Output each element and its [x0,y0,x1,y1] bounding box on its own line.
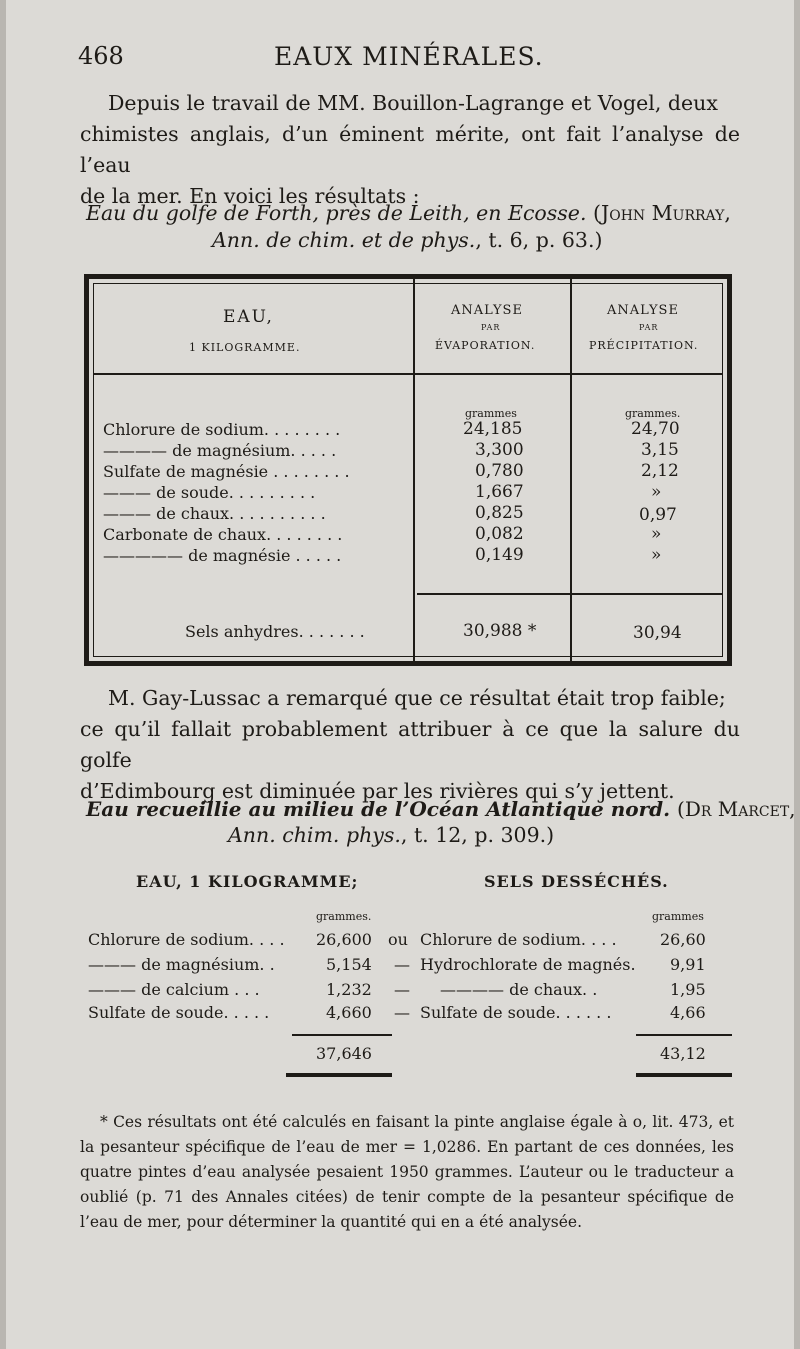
table1-row-label: Sulfate de magnésie . . . . . . . . [103,462,350,481]
table2-separator: — [394,1003,410,1022]
intro-line-2: chimistes anglais, d’un éminent mérite, ont fait l’analyse de l’eau [80,122,740,177]
footnote: * Ces résultats ont été calculés en faisant la pinte anglaise égale à o, lit. 473, et la pesanteur spécifique de l’eau de mer = 1,0286. En partant de ces données, les quatre pintes d’eau analysée pesaient 1950 grammes. L’auteur ou le traducteur a oublié (p. 71 des Annales citées) de tenir compte de la pesanteur spécifique de l’eau de mer, pour déterminer la quantité qui en a été analysée. [80,1113,734,1231]
table1-prec-value: » [651,545,662,565]
table1-evap-value: 1,667 [475,482,524,502]
table2-left-title: EAU, 1 KILOGRAMME; [136,872,359,891]
table2-separator: — [394,955,410,974]
table1-total-rule [417,593,723,595]
intro-line-3: de la mer. En voici les résultats : [80,184,420,208]
running-title: EAUX MINÉRALES. [274,42,544,71]
page-number: 468 [78,42,124,70]
table2-left-label: ——— de calcium . . . [88,980,260,999]
source2-heading [86,797,796,821]
table1-col-divider-1 [413,279,415,661]
table1-col1-title: EAU, [223,307,274,327]
table1-total-label: Sels anhydres. . . . . . . [185,622,365,641]
table1-evap-value: 0,149 [475,545,524,565]
source2-author: (Dr Marcet, [677,797,796,821]
table2-right-label: Hydrochlorate de magnés. [420,955,636,974]
table2-left-label: ——— de magnésium. . [88,955,275,974]
book-page [6,0,794,1349]
table1-header-rule [93,373,723,375]
table1-evap-value: 0,780 [475,461,524,481]
table1-col2-par: PAR [481,323,501,332]
table1-unit-prec: grammes. [625,407,681,420]
table2-separator: — [394,980,410,999]
table2-unit-left: grammes. [316,910,372,923]
table1-total-evap: 30,988 * [463,621,537,641]
source1-heading [86,201,731,225]
table2-separator: ou [388,930,408,949]
table1-col3-par: PAR [639,323,659,332]
table1-prec-value: 24,70 [631,419,680,439]
table2-left-value: 4,660 [326,1003,372,1022]
table1-row-label: ————— de magnésie . . . . . [103,546,342,565]
table2-right-end-bar [636,1073,732,1077]
source1-ref-rest: , t. 6, p. 63.) [475,228,603,252]
source2-reference [228,823,554,847]
table1-col3-title: ANALYSE [607,303,679,318]
table2-left-sum-rule [292,1034,392,1036]
intro-line-1: Depuis le travail de MM. Bouillon-Lagrange et Vogel, deux [108,91,718,115]
table1-evap-value: 0,082 [475,524,524,544]
source1-journal: Ann. de chim. et de phys. [212,228,476,252]
table1-prec-value: 3,15 [641,440,679,460]
table2-total-left: 37,646 [316,1044,372,1063]
comment-line-1: M. Gay-Lussac a remarqué que ce résultat était trop faible; [108,686,726,710]
table1-evap-value: 3,300 [475,440,524,460]
comment-line-3: d’Edimbourg est diminuée par les rivières qui s’y jettent. [80,779,675,803]
table1-row-label: ——— de soude. . . . . . . . . [103,483,316,502]
table1-col3-subtitle: PRÉCIPITATION. [589,339,699,352]
table2-right-title: SELS DESSÉCHÉS. [484,872,669,891]
table1-col2-subtitle: ÉVAPORATION. [435,339,536,352]
table2-left-label: Sulfate de soude. . . . . [88,1003,270,1022]
table2-right-sum-rule [636,1034,732,1036]
table2-right-value: 4,66 [670,1003,706,1022]
table2-total-right: 43,12 [660,1044,706,1063]
comment-line-2: ce qu’il fallait probablement attribuer à ce que la salure du golfe [80,717,740,772]
table2-right-label: Chlorure de sodium. . . . [420,930,617,949]
table1-row-label: Carbonate de chaux. . . . . . . . [103,525,343,544]
table2-right-value: 26,60 [660,930,706,949]
source2-title: Eau recueillie au milieu de l’Océan Atlantique nord. [86,797,671,821]
table1-col2-title: ANALYSE [451,303,523,318]
table1-unit-evap: grammes [465,407,517,420]
source2-journal: Ann. chim. phys. [228,823,401,847]
table1-prec-value: 2,12 [641,461,679,481]
table1-evap-value: 0,825 [475,503,524,523]
table2-left-value: 5,154 [326,955,372,974]
table1-prec-value: 0,97 [639,505,677,525]
source1-author: (John Murray, [593,201,731,225]
analysis-table-1 [84,274,732,666]
table2-left-value: 1,232 [326,980,372,999]
table2-left-value: 26,600 [316,930,372,949]
table1-row-label: Chlorure de sodium. . . . . . . . [103,420,341,439]
source2-ref-rest: , t. 12, p. 309.) [400,823,555,847]
table1-col-divider-2 [570,279,572,661]
table2-right-value: 9,91 [670,955,706,974]
source1-title: Eau du golfe de Forth, près de Leith, en Ecosse. [86,201,587,225]
table1-col1-subtitle: 1 KILOGRAMME. [189,341,301,354]
table1-row-label: ———— de magnésium. . . . . [103,441,337,460]
table2-unit-right: grammes [652,910,704,923]
table2-left-label: Chlorure de sodium. . . . [88,930,285,949]
table2-right-value: 1,95 [670,980,706,999]
comment-paragraph [80,683,740,807]
intro-paragraph [80,88,740,212]
table2-right-label: ———— de chaux. . [440,980,598,999]
table2-left-end-bar [286,1073,392,1077]
table1-prec-value: » [651,524,662,544]
table2-right-label: Sulfate de soude. . . . . . [420,1003,612,1022]
table1-total-prec: 30,94 [633,623,682,643]
table1-prec-value: » [651,482,662,502]
table1-row-label: ——— de chaux. . . . . . . . . . [103,504,326,523]
table1-evap-value: 24,185 [463,419,523,439]
source1-reference [212,228,602,252]
